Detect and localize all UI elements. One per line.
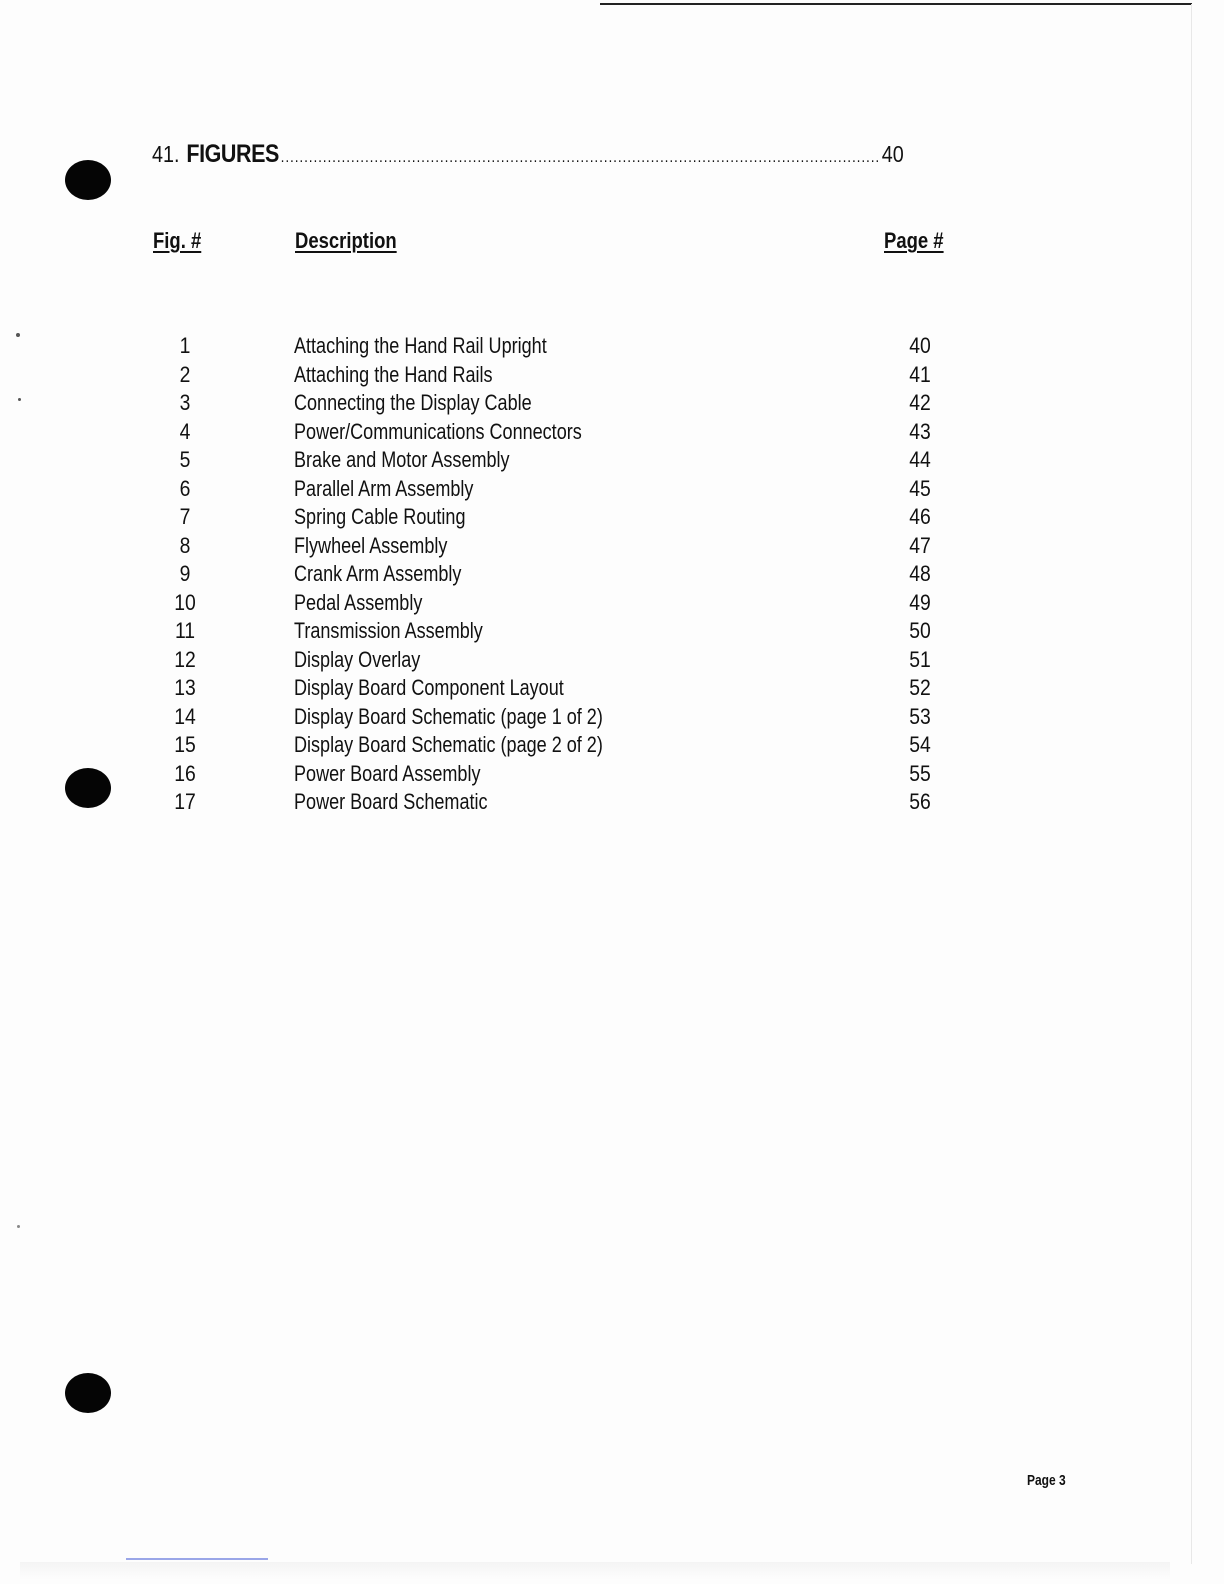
figure-number: 11	[174, 618, 196, 643]
figure-number: 6	[179, 475, 191, 501]
figure-description: Power/Communications Connectors	[294, 418, 582, 444]
figure-page: 45	[909, 475, 931, 501]
figure-description: Display Board Schematic (page 1 of 2)	[294, 703, 603, 729]
figure-description: Spring Cable Routing	[294, 504, 466, 529]
figure-row	[0, 532, 1224, 561]
bottom-edge-shadow	[20, 1562, 1170, 1580]
figure-row	[0, 389, 1224, 418]
figure-row	[0, 617, 1224, 646]
figure-row	[0, 788, 1224, 817]
figure-row	[0, 731, 1224, 760]
figure-row	[0, 503, 1224, 532]
figure-page: 41	[909, 361, 931, 387]
figure-number: 15	[174, 732, 196, 757]
figure-row	[0, 475, 1224, 504]
figure-number: 5	[179, 447, 191, 472]
figure-row	[0, 361, 1224, 390]
figure-number: 16	[174, 760, 196, 786]
figure-description: Transmission Assembly	[294, 618, 483, 643]
figure-page: 56	[909, 789, 931, 814]
figure-page: 52	[909, 675, 931, 700]
figure-number: 12	[174, 646, 196, 672]
figure-description: Connecting the Display Cable	[294, 390, 532, 415]
figure-page: 48	[909, 561, 931, 586]
figure-description: Attaching the Hand Rails	[294, 361, 493, 387]
figure-description: Display Board Schematic (page 2 of 2)	[294, 732, 603, 757]
figure-page: 46	[909, 504, 931, 529]
section-number: 41.	[152, 141, 180, 167]
figure-page: 44	[909, 447, 931, 472]
figure-number: 17	[174, 789, 196, 814]
figure-description: Pedal Assembly	[294, 589, 423, 615]
figure-description: Parallel Arm Assembly	[294, 475, 474, 501]
figure-row	[0, 446, 1224, 475]
figure-number: 10	[174, 589, 196, 615]
figure-page: 50	[909, 618, 931, 643]
figure-number: 8	[179, 532, 191, 558]
figure-row	[0, 760, 1224, 789]
figure-number: 14	[174, 703, 196, 729]
figure-description: Attaching the Hand Rail Upright	[294, 333, 547, 358]
scan-speck	[17, 1225, 20, 1228]
figure-list	[0, 332, 1224, 817]
figure-description: Crank Arm Assembly	[294, 561, 462, 586]
column-header-description: Description	[295, 228, 397, 253]
figure-number: 7	[179, 504, 191, 529]
figure-page: 51	[909, 646, 931, 672]
figure-number: 4	[179, 418, 191, 444]
figure-page: 54	[909, 732, 931, 757]
figure-page: 40	[909, 333, 931, 358]
figure-row	[0, 589, 1224, 618]
figure-number: 9	[179, 561, 191, 586]
figure-number: 3	[179, 390, 191, 415]
dot-leader: ................................................................................................................................	[280, 149, 881, 166]
page-number-footer: Page 3	[1027, 1472, 1066, 1489]
section-page-number: 40	[881, 141, 904, 167]
figure-description: Display Overlay	[294, 646, 421, 672]
figure-description: Brake and Motor Assembly	[294, 447, 510, 472]
bottom-edge-line	[126, 1558, 268, 1560]
figure-page: 49	[909, 589, 931, 615]
figure-number: 2	[179, 361, 191, 387]
punch-hole-bottom	[65, 1373, 111, 1413]
figure-page: 42	[909, 390, 931, 415]
figure-row	[0, 703, 1224, 732]
column-header-fig: Fig. #	[153, 228, 202, 253]
figure-page: 43	[909, 418, 931, 444]
figure-row	[0, 646, 1224, 675]
figure-description: Power Board Assembly	[294, 760, 481, 786]
column-header-page: Page #	[884, 228, 944, 253]
figure-row	[0, 332, 1224, 361]
figure-description: Display Board Component Layout	[294, 675, 564, 700]
figure-row	[0, 560, 1224, 589]
figure-row	[0, 674, 1224, 703]
figure-description: Power Board Schematic	[294, 789, 488, 814]
figure-description: Flywheel Assembly	[294, 532, 448, 558]
figure-number: 1	[179, 333, 191, 358]
top-edge-line	[600, 3, 1192, 5]
figure-page: 55	[909, 760, 931, 786]
figure-row	[0, 418, 1224, 447]
section-heading	[152, 140, 904, 174]
figure-number: 13	[174, 675, 196, 700]
figure-page: 47	[909, 532, 931, 558]
section-title: FIGURES	[186, 140, 279, 168]
figure-page: 53	[909, 703, 931, 729]
punch-hole-top	[65, 160, 111, 200]
